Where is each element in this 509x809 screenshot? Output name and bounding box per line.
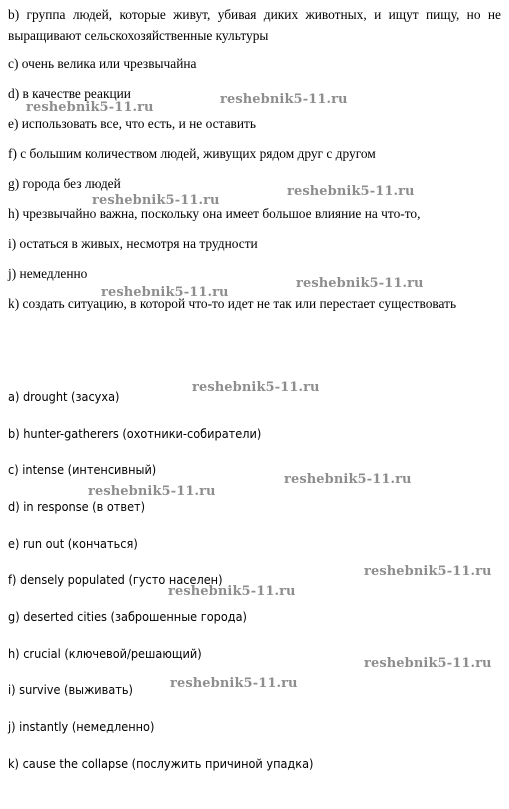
answer-d: d) in response (в ответ) <box>8 499 146 514</box>
definition-g: g) города без людей <box>8 176 121 191</box>
definition-d: d) в качестве реакции <box>8 86 131 101</box>
answer-f: f) densely populated (густо населен) <box>8 572 223 587</box>
answer-a: a) drought (засуха) <box>8 389 120 404</box>
definition-e: e) использовать все, что есть, и не оставить <box>8 116 256 131</box>
definition-f: f) с большим количеством людей, живущих рядом друг с другом <box>8 146 376 161</box>
watermark: reshebnik5-11.ru <box>168 584 296 599</box>
watermark: reshebnik5-11.ru <box>170 676 298 691</box>
watermark: reshebnik5-11.ru <box>192 380 320 395</box>
definition-j: j) немедленно <box>8 266 88 281</box>
watermark: reshebnik5-11.ru <box>296 276 424 291</box>
answer-k: k) cause the collapse (послужить причиной упадка) <box>8 756 314 771</box>
definition-b: b) группа людей, которые живут, убивая диких животных, и ищут пищу, но не выращивают сельскохозяйственные культуры <box>8 7 501 43</box>
watermark: reshebnik5-11.ru <box>284 472 412 487</box>
definition-c: c) очень велика или чрезвычайна <box>8 56 197 71</box>
watermark: reshebnik5-11.ru <box>364 656 492 671</box>
watermark: reshebnik5-11.ru <box>101 285 229 300</box>
answer-i: i) survive (выживать) <box>8 682 133 697</box>
definition-i: i) остаться в живых, несмотря на трудности <box>8 236 258 251</box>
watermark: reshebnik5-11.ru <box>26 100 154 115</box>
answer-g: g) deserted cities (заброшенные города) <box>8 609 247 624</box>
answer-h: h) crucial (ключевой/решающий) <box>8 646 202 661</box>
definition-k: k) создать ситуацию, в которой что-то идет не так или перестает существовать <box>8 296 457 311</box>
answer-c: c) intense (интенсивный) <box>8 462 157 477</box>
watermark: reshebnik5-11.ru <box>220 92 348 107</box>
definition-h: h) чрезвычайно важна, поскольку она имеет большое влияние на что-то, <box>8 206 421 221</box>
watermark: reshebnik5-11.ru <box>364 564 492 579</box>
watermark: reshebnik5-11.ru <box>88 484 216 499</box>
answer-e: e) run out (кончаться) <box>8 536 138 551</box>
answer-j: j) instantly (немедленно) <box>8 719 155 734</box>
watermark: reshebnik5-11.ru <box>92 193 220 208</box>
watermark: reshebnik5-11.ru <box>287 184 415 199</box>
answer-b: b) hunter-gatherers (охотники-собиратели) <box>8 426 262 441</box>
